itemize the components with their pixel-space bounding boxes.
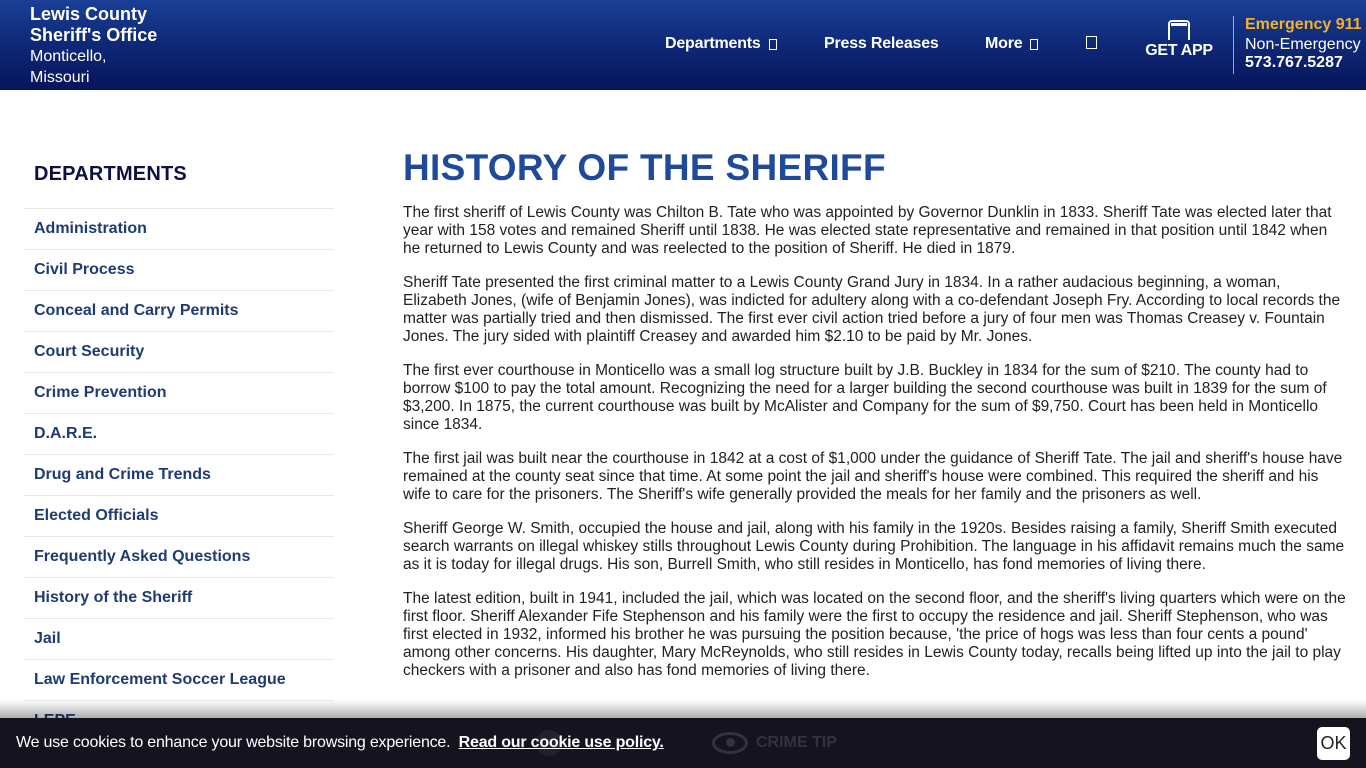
brand-name-line1: Lewis County — [30, 4, 148, 24]
sidebar-item-conceal-carry — [24, 291, 334, 332]
get-app-button[interactable] — [1142, 20, 1216, 60]
search-button[interactable] — [1086, 36, 1097, 49]
search-icon — [1086, 36, 1097, 49]
get-app-label: GET APP — [1145, 42, 1213, 59]
cookie-bar-shadow — [0, 700, 1366, 720]
sidebar-item-dare — [24, 414, 334, 455]
non-emergency-number[interactable]: 573.767.5287 — [1245, 54, 1343, 71]
phone-icon — [1168, 20, 1190, 40]
sidebar-link[interactable]: Law Enforcement Soccer League — [34, 671, 286, 688]
history-paragraph: The first sheriff of Lewis County was Chilton B. Tate who was appointed by Governor Dunklin in 1833. Sheriff Tate was elected later that year with 158 votes and remained Sheriff until 1838. He was elected state representative and remained in that position until 1842 when he returned to Lewis County and was reelected to the position of Sheriff. He died in 1879. — [403, 204, 1332, 257]
sidebar-item-drug-crime-trends — [24, 455, 334, 496]
sidebar-link[interactable]: Elected Officials — [34, 507, 159, 524]
cookie-policy-link[interactable]: Read our cookie use policy. — [458, 734, 664, 751]
sidebar-link[interactable]: Frequently Asked Questions — [34, 548, 251, 565]
history-paragraph: Sheriff Tate presented the first criminal matter to a Lewis County Grand Jury in 1834. In a rather audacious beginning, a woman, Elizabeth Jones, (wife of Benjamin Jones), was indicted for adultery along with a co-defendant Joseph Fry. According to local records the matter was partially tried and then dismissed. The first ever civil action tried before a jury of four men was Thomas Creasey v. Fountain Jones. The jury sided with plaintiff Creasey and awarded him $2.10 to be paid by Mr. Jones. — [403, 274, 1341, 345]
sidebar-item-faq — [24, 537, 334, 578]
history-paragraph: Sheriff George W. Smith, occupied the house and jail, along with his family in the 1920s. Besides raising a family, Sheriff Smith executed search warrants on illegal whiskey stills throughout Lewis County during Prohibition. The language in his affidavit remains much the same as it is today for illegal drugs. His son, Burrell Smith, who still resides in Monticello, has fond memories of living there. — [403, 520, 1345, 573]
site-header — [0, 0, 1366, 90]
sidebar-link[interactable]: Crime Prevention — [34, 384, 167, 401]
sidebar-link[interactable]: History of the Sheriff — [34, 589, 193, 606]
non-emergency-label: Non-Emergency — [1245, 36, 1361, 53]
header-divider — [1233, 16, 1234, 74]
cookie-message — [16, 734, 664, 752]
cookie-message-text: We use cookies to enhance your website browsing experience. — [16, 734, 451, 751]
sidebar-link[interactable]: D.A.R.E. — [34, 425, 98, 442]
sidebar-link[interactable]: Civil Process — [34, 261, 135, 278]
brand-location-line1: Monticello, — [30, 48, 107, 65]
history-paragraph: The latest edition, built in 1941, included the jail, which was located on the second floor, and the sheriff's living quarters which were on the first floor. Sheriff Alexander Fife Stephenson and his family were the first to occupy the residence and jail. Sheriff Stephenson, who was first elected in 1932, informed his brother he was pursuing the position because, 'the price of hogs was less than four cents a pound' among other concerns. His daughter, Mary McReynolds, who still resides in Lewis County today, recalls being lifted up into the jail to play checkers with a prisoner and also has fond memories of living there. — [403, 590, 1346, 679]
nav-press-releases[interactable] — [824, 35, 939, 53]
nav-more-label: More — [985, 35, 1023, 52]
sidebar-link[interactable]: Jail — [34, 630, 61, 647]
sidebar-link[interactable]: Court Security — [34, 343, 145, 360]
sidebar-list — [24, 208, 334, 742]
chevron-down-icon — [1030, 39, 1038, 50]
crime-tip-label: CRIME TIP — [756, 734, 837, 751]
nav-more[interactable] — [985, 35, 1038, 53]
crime-tip-widget — [712, 732, 837, 754]
cookie-consent-bar — [0, 718, 1366, 768]
sidebar-item-court-security — [24, 332, 334, 373]
sidebar-item-soccer-league — [24, 660, 334, 701]
nav-press-releases-label: Press Releases — [824, 35, 939, 52]
cookie-ok-button[interactable]: OK — [1317, 727, 1350, 760]
nav-departments-label: Departments — [665, 35, 761, 52]
main-content — [403, 146, 1348, 696]
sidebar-item-history — [24, 578, 334, 619]
sidebar-link[interactable]: Administration — [34, 220, 147, 237]
sidebar-item-administration — [24, 209, 334, 250]
sidebar-item-jail — [24, 619, 334, 660]
page-title: HISTORY OF THE SHERIFF — [403, 147, 886, 188]
sidebar-item-crime-prevention — [24, 373, 334, 414]
sidebar-link[interactable]: Drug and Crime Trends — [34, 466, 211, 483]
brand-location-line2: Missouri — [30, 69, 90, 86]
contact-info — [1245, 15, 1362, 70]
emergency-number[interactable]: Emergency 911 — [1245, 16, 1362, 33]
sidebar-title: DEPARTMENTS — [34, 163, 187, 185]
sidebar-link[interactable]: Conceal and Carry Permits — [34, 302, 239, 319]
sidebar-item-civil-process — [24, 250, 334, 291]
history-paragraph: The first ever courthouse in Monticello was a small log structure built by J.B. Buckley in 1834 for the sum of $210. The county had to borrow $100 to pay the total amount. Recognizing the need for a larger building the second courthouse was built in 1839 for the sum of $3,200. In 1875, the current courthouse was built by McAlister and Company for the sum of $9,750. Court has been held in Monticello since 1834. — [403, 362, 1327, 433]
history-paragraph: The first jail was built near the courthouse in 1842 at a cost of $1,000 under the guidance of Sheriff Tate. The jail and sheriff's house have remained at the county seat since that time. At some point the jail and sheriff's house were combined. This required the sheriff and his wife to care for the prisoners. The Sheriff's wife generally provided the meals for her family and the prisoners as well. — [403, 450, 1343, 503]
departments-sidebar — [24, 160, 334, 742]
sidebar-item-elected-officials — [24, 496, 334, 537]
eye-icon — [712, 732, 748, 754]
nav-departments[interactable] — [665, 35, 777, 53]
brand-name-line2: Sheriff's Office — [30, 25, 158, 45]
chevron-down-icon — [769, 39, 777, 50]
